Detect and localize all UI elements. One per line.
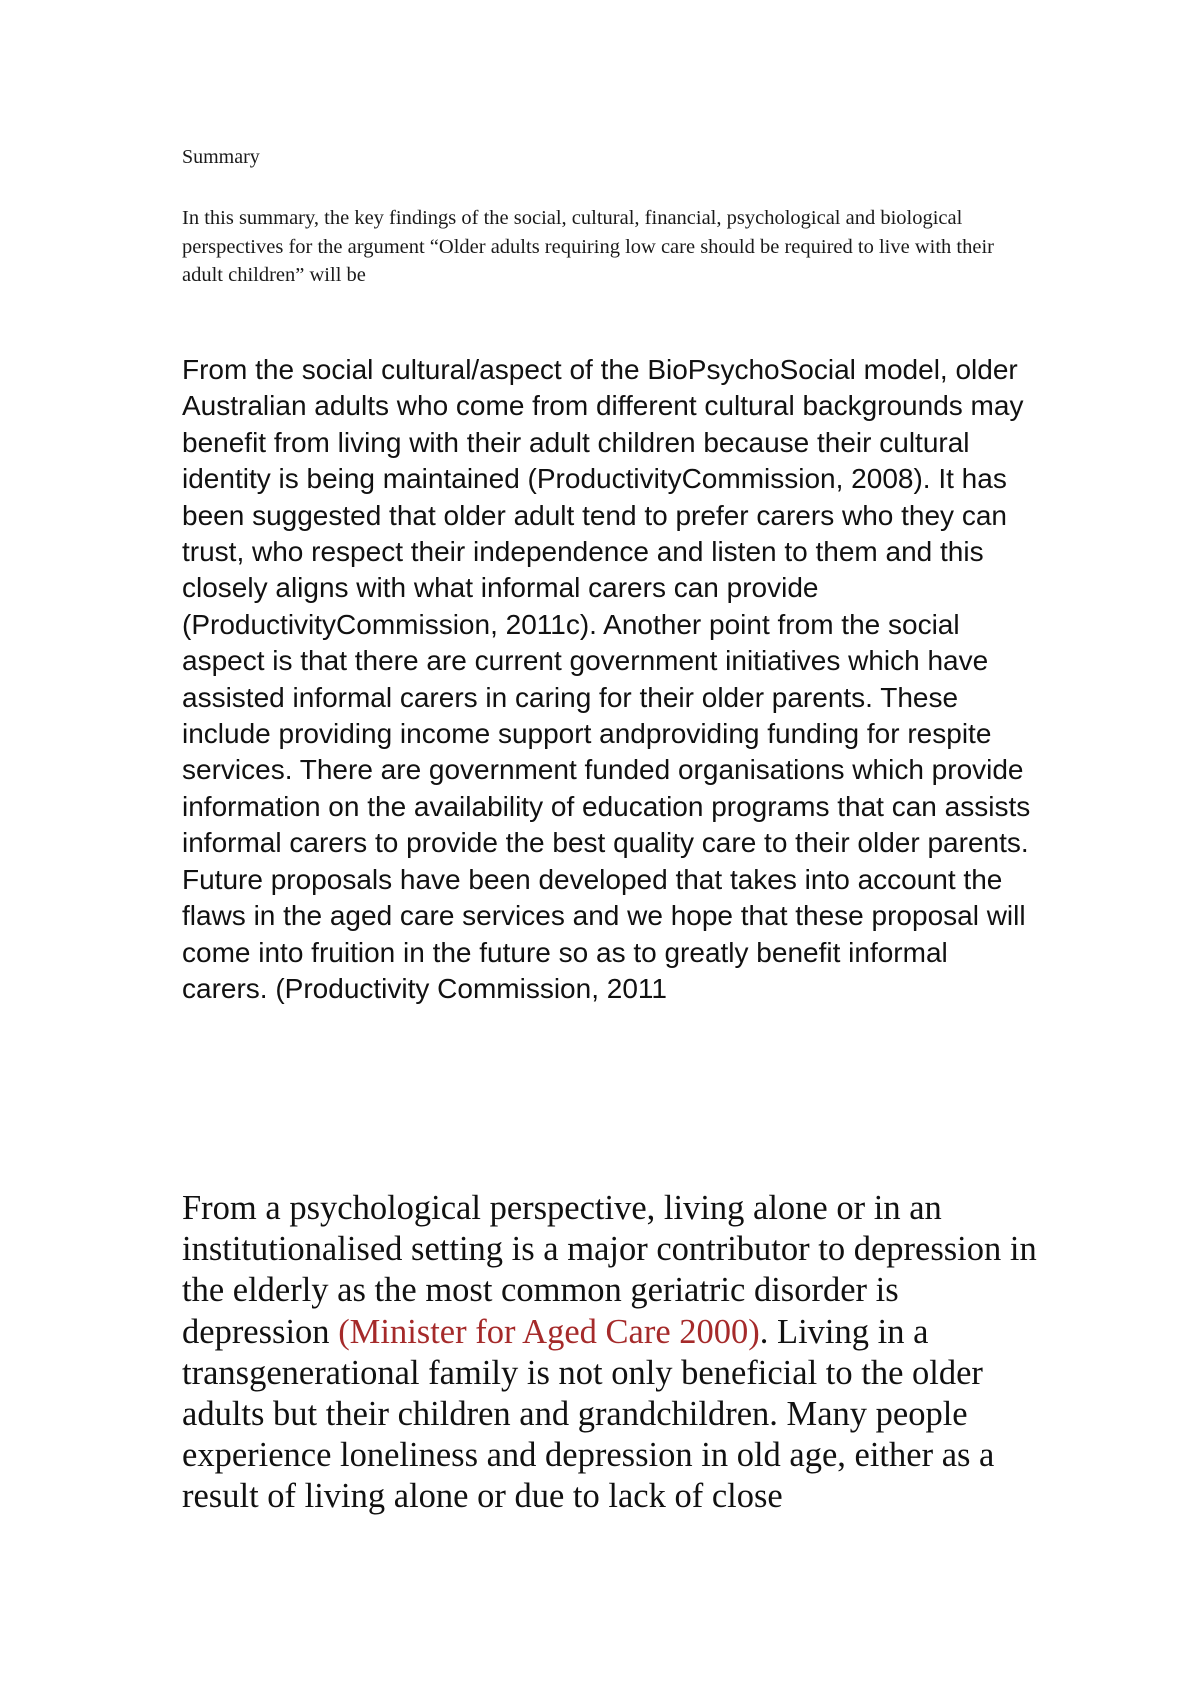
intro-paragraph: In this summary, the key findings of the social, cultural, financial, psychological and biological perspectives for the argument “Older adults requiring low care should be required to live with their adult children” will be [182,207,994,286]
summary-heading: Summary [182,146,260,168]
psych-text-end: . Living in a transgenerational family is not only beneficial to the older adults but their children and grandchildren. Many people experience loneliness and depression in old age, either as a result of living alone or due to lack of close [182,1312,995,1516]
citation-minister-aged-care: (Minister for Aged Care 2000) [338,1312,760,1351]
psychological-paragraph [182,1188,1042,1518]
social-cultural-paragraph: From the social cultural/aspect of the BioPsychoSocial model, older Australian adults who come from different cultural backgrounds may benefit from living with their adult children because their cultural identity is being maintained (ProductivityCommission, 2008). It has been suggested that older adult tend to prefer carers who they can trust, who respect their independence and listen to them and this closely aligns with what informal carers can provide (ProductivityCommission, 2011c). Another point from the social aspect is that there are current government initiatives which have assisted informal carers in caring for their older parents. These include providing income support andproviding funding for respite services. There are government funded organisations which provide information on the availability of education programs that can assists informal carers to provide the best quality care to their older parents. Future proposals have been developed that takes into account the flaws in the aged care services and we hope that these proposal will come into fruition in the future so as to greatly benefit informal carers. (Productivity Commission, 2011 [182,354,1031,1004]
psych-text-start: From a psychological perspective, living alone or in an institutionalised setting is a major contributor to depression in the elderly as the most common geriatric disorder is depression [182,1189,1037,1351]
